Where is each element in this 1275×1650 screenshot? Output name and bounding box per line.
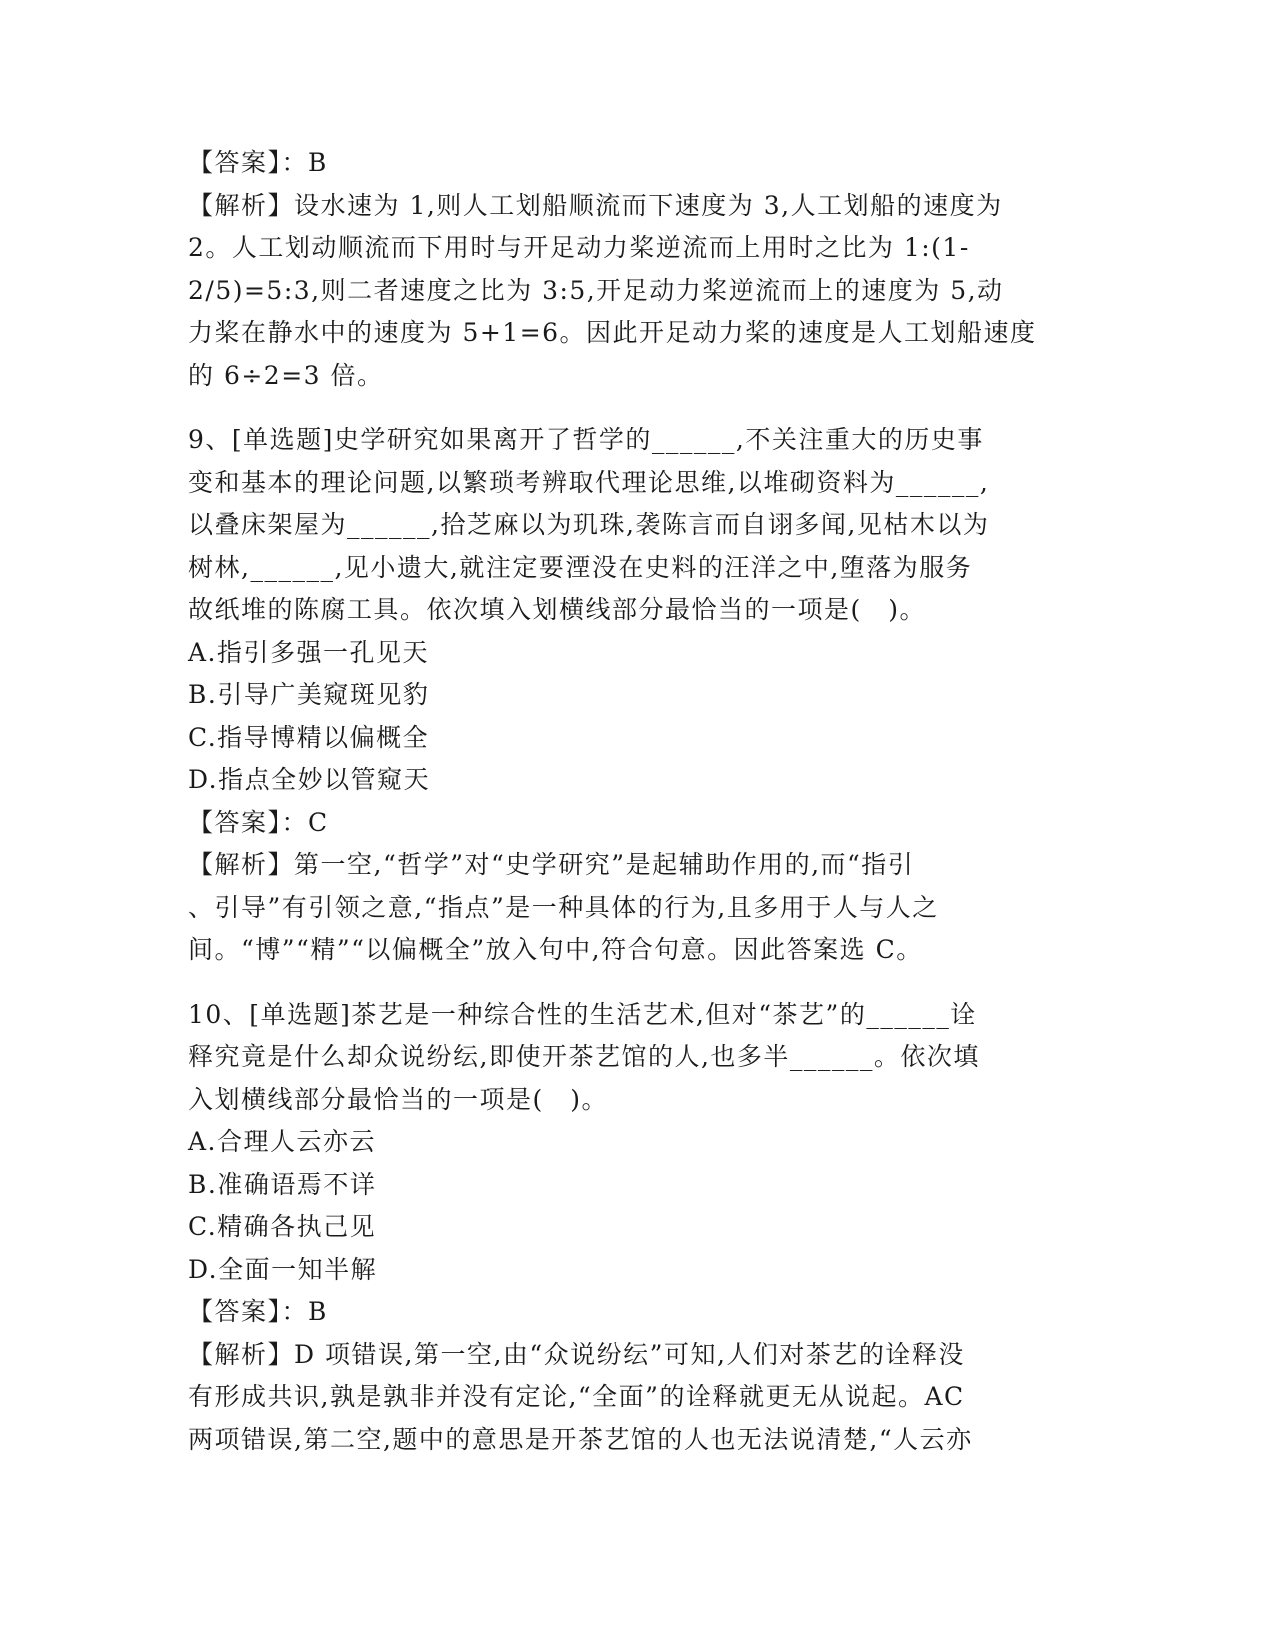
- option-c: C.精确各执己见: [188, 1212, 377, 1241]
- question-text-line: 9、[单选题]史学研究如果离开了哲学的______,不关注重大的历史事: [188, 425, 984, 454]
- explanation-line: 、引导”有引领之意,“指点”是一种具体的行为,且多用于人与人之: [188, 892, 939, 922]
- option-a: A.合理人云亦云: [188, 1127, 377, 1156]
- explanation-line: 2/5)=5:3,则二者速度之比为 3:5,开足动力桨逆流而上的速度为 5,动: [188, 275, 1004, 305]
- q8-answer-block: [188, 142, 1088, 397]
- question-text-line: 入划横线部分最恰当的一项是( )。: [188, 1084, 609, 1114]
- document-page: [188, 142, 1088, 1461]
- explanation-line: 【解析】D 项错误,第一空,由“众说纷纭”可知,人们对茶艺的诠释没: [188, 1339, 965, 1369]
- explanation-line: 间。“博”“精”“以偏概全”放入句中,符合句意。因此答案选 C。: [188, 935, 923, 964]
- question-9-block: [188, 419, 1088, 972]
- explanation-line: 2。人工划动顺流而下用时与开足动力桨逆流而上用时之比为 1:(1-: [188, 233, 970, 262]
- explanation-line: 【解析】设水速为 1,则人工划船顺流而下速度为 3,人工划船的速度为: [188, 190, 1003, 220]
- question-text-line: 树林,______,见小遗大,就注定要湮没在史料的汪洋之中,堕落为服务: [188, 552, 973, 582]
- question-text-line: 变和基本的理论问题,以繁琐考辨取代理论思维,以堆砌资料为______,: [188, 467, 990, 497]
- option-b: B.准确语焉不详: [188, 1169, 377, 1199]
- option-b: B.引导广美窥斑见豹: [188, 680, 430, 709]
- answer-line: 【答案】：B: [188, 1297, 328, 1326]
- answer-line: 【答案】：C: [188, 807, 329, 837]
- option-d: D.指点全妙以管窥天: [188, 765, 431, 794]
- option-c: C.指导博精以偏概全: [188, 722, 430, 752]
- explanation-line: 两项错误,第二空,题中的意思是开茶艺馆的人也无法说清楚,“人云亦: [188, 1424, 973, 1454]
- explanation-line: 的 6÷2=3 倍。: [188, 360, 384, 390]
- option-d: D.全面一知半解: [188, 1254, 378, 1284]
- explanation-line: 有形成共识,孰是孰非并没有定论,“全面”的诠释就更无从说起。AC: [188, 1382, 965, 1411]
- question-text-line: 10、[单选题]茶艺是一种综合性的生活艺术,但对“茶艺”的______诠: [188, 999, 977, 1029]
- answer-line: 【答案】：B: [188, 148, 328, 177]
- explanation-line: 【解析】第一空,“哲学”对“史学研究”是起辅助作用的,而“指引: [188, 850, 915, 879]
- explanation-line: 力桨在静水中的速度为 5+1=6。因此开足动力桨的速度是人工划船速度: [188, 318, 1037, 347]
- question-text-line: 释究竟是什么却众说纷纭,即使开茶艺馆的人,也多半______。依次填: [188, 1042, 980, 1071]
- option-a: A.指引多强一孔见天: [188, 637, 430, 667]
- question-text-line: 以叠床架屋为______,拾芝麻以为玑珠,袭陈言而自诩多闻,见枯木以为: [188, 510, 990, 539]
- question-10-block: [188, 994, 1088, 1462]
- question-text-line: 故纸堆的陈腐工具。依次填入划横线部分最恰当的一项是( )。: [188, 595, 927, 624]
